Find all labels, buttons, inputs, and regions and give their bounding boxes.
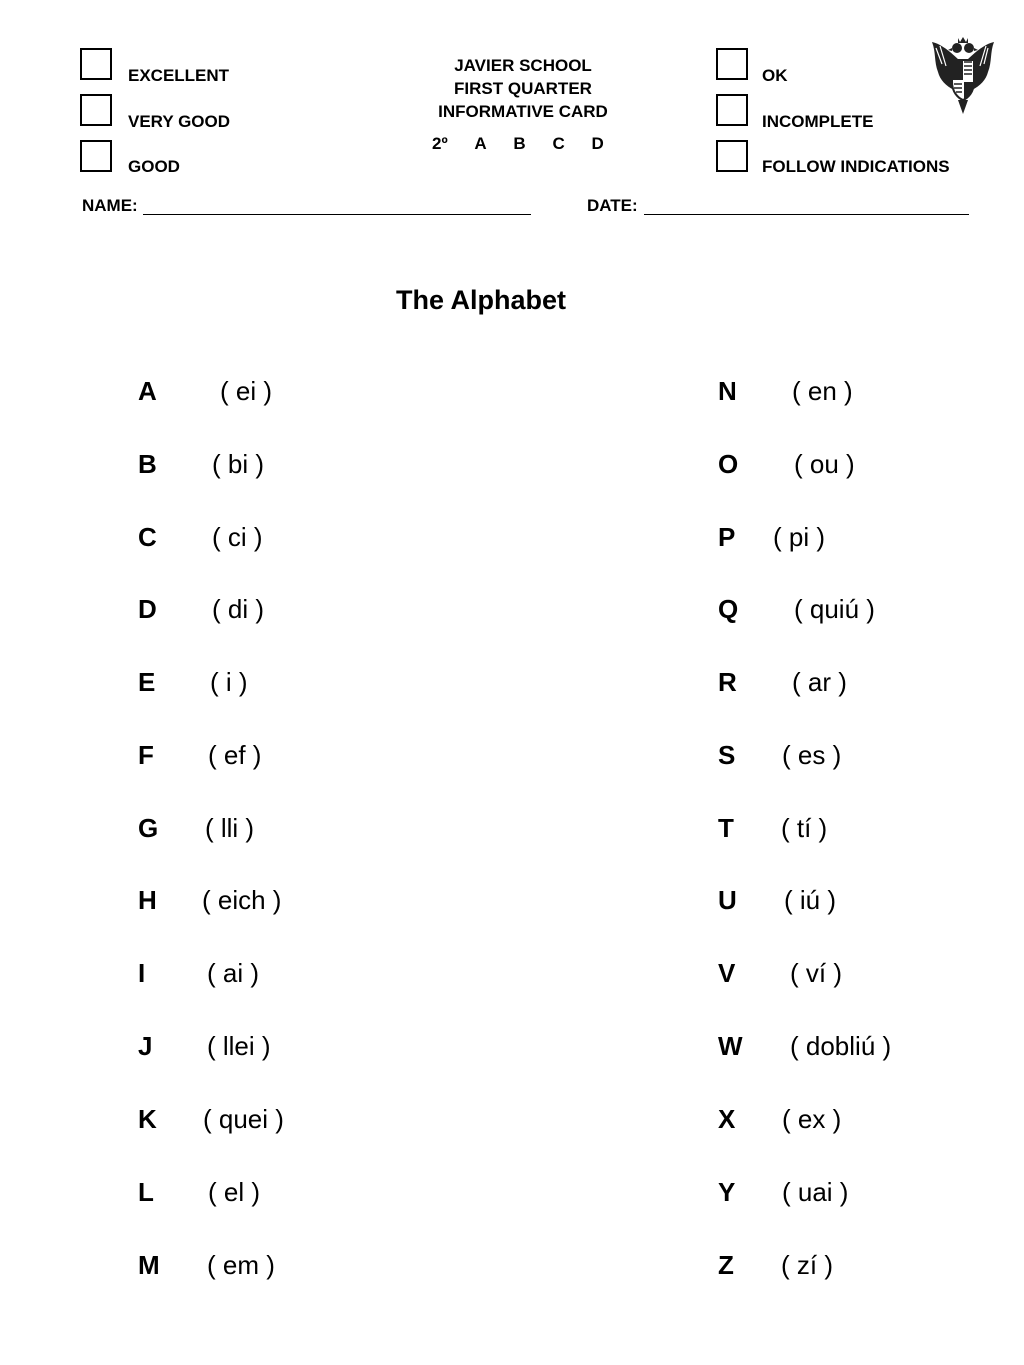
letter-r: R	[718, 667, 737, 697]
letter-p: P	[718, 522, 736, 552]
group-c: C	[552, 134, 565, 153]
pron-u: ( iú )	[784, 885, 836, 915]
ok-checkbox[interactable]	[716, 48, 748, 80]
pron-c: ( ci )	[212, 522, 263, 552]
pron-t: ( tí )	[781, 813, 828, 843]
letter-t: T	[718, 813, 734, 843]
pron-l: ( el )	[208, 1177, 260, 1207]
letter-e: E	[138, 667, 156, 697]
group-a: A	[474, 134, 487, 153]
page-title: The Alphabet	[395, 285, 566, 315]
incomplete-label: INCOMPLETE	[762, 112, 874, 131]
letter-l: L	[138, 1177, 154, 1207]
letter-a: A	[138, 376, 157, 406]
group-b: B	[513, 134, 526, 153]
letter-h: H	[138, 885, 157, 915]
pron-d: ( di )	[212, 594, 264, 624]
letter-c: C	[138, 522, 157, 552]
good-checkbox[interactable]	[80, 140, 112, 172]
letter-k: K	[138, 1104, 157, 1134]
letter-s: S	[718, 740, 736, 770]
letter-y: Y	[718, 1177, 736, 1207]
letter-n: N	[718, 376, 737, 406]
pron-s: ( es )	[782, 740, 842, 770]
pron-o: ( ou )	[794, 449, 855, 479]
letter-v: V	[718, 958, 736, 988]
follow-indications-label: FOLLOW INDICATIONS	[762, 157, 950, 176]
grade-groups	[432, 134, 626, 154]
pron-h: ( eich )	[202, 885, 282, 915]
pron-n: ( en )	[792, 376, 853, 406]
pron-q: ( quiú )	[794, 594, 875, 624]
date-input-line[interactable]	[644, 214, 969, 215]
letter-x: X	[718, 1104, 736, 1134]
letter-b: B	[138, 449, 157, 479]
name-label: NAME:	[82, 196, 138, 215]
good-label: GOOD	[128, 157, 180, 176]
letter-z: Z	[718, 1250, 734, 1280]
letter-m: M	[138, 1250, 160, 1280]
pron-x: ( ex )	[782, 1104, 842, 1134]
excellent-label: EXCELLENT	[128, 66, 230, 85]
pron-r: ( ar )	[792, 667, 847, 697]
pron-p: ( pi )	[773, 522, 825, 552]
letter-d: D	[138, 594, 157, 624]
pron-m: ( em )	[207, 1250, 275, 1280]
pron-e: ( i )	[210, 667, 248, 697]
ok-label: OK	[762, 66, 788, 85]
group-d: D	[591, 134, 604, 153]
incomplete-checkbox[interactable]	[716, 94, 748, 126]
pron-a: ( ei )	[220, 376, 272, 406]
follow-indications-checkbox[interactable]	[716, 140, 748, 172]
quarter-name: FIRST QUARTER	[454, 79, 592, 98]
card-name: INFORMATIVE CARD	[438, 102, 608, 121]
very-good-checkbox[interactable]	[80, 94, 112, 126]
name-input-line[interactable]	[143, 214, 531, 215]
pron-i: ( ai )	[207, 958, 259, 988]
excellent-checkbox[interactable]	[80, 48, 112, 80]
card-header	[400, 54, 646, 123]
pron-j: ( llei )	[207, 1031, 271, 1061]
date-label: DATE:	[587, 196, 638, 215]
letter-o: O	[718, 449, 739, 479]
letter-q: Q	[718, 594, 739, 624]
letter-g: G	[138, 813, 159, 843]
letter-f: F	[138, 740, 154, 770]
pron-g: ( lli )	[205, 813, 255, 843]
pron-v: ( ví )	[790, 958, 842, 988]
pron-k: ( quei )	[203, 1104, 284, 1134]
very-good-label: VERY GOOD	[128, 112, 231, 131]
pron-y: ( uai )	[782, 1177, 849, 1207]
letter-u: U	[718, 885, 737, 915]
pron-w: ( dobliú )	[790, 1031, 892, 1061]
pron-f: ( ef )	[208, 740, 262, 770]
pron-z: ( zí )	[781, 1250, 833, 1280]
letter-j: J	[138, 1031, 153, 1061]
pron-b: ( bi )	[212, 449, 264, 479]
eagle-crest-icon	[928, 34, 998, 116]
letter-i: I	[138, 958, 146, 988]
grade-level: 2º	[432, 134, 448, 153]
school-name: JAVIER SCHOOL	[454, 56, 592, 75]
letter-w: W	[718, 1031, 743, 1061]
